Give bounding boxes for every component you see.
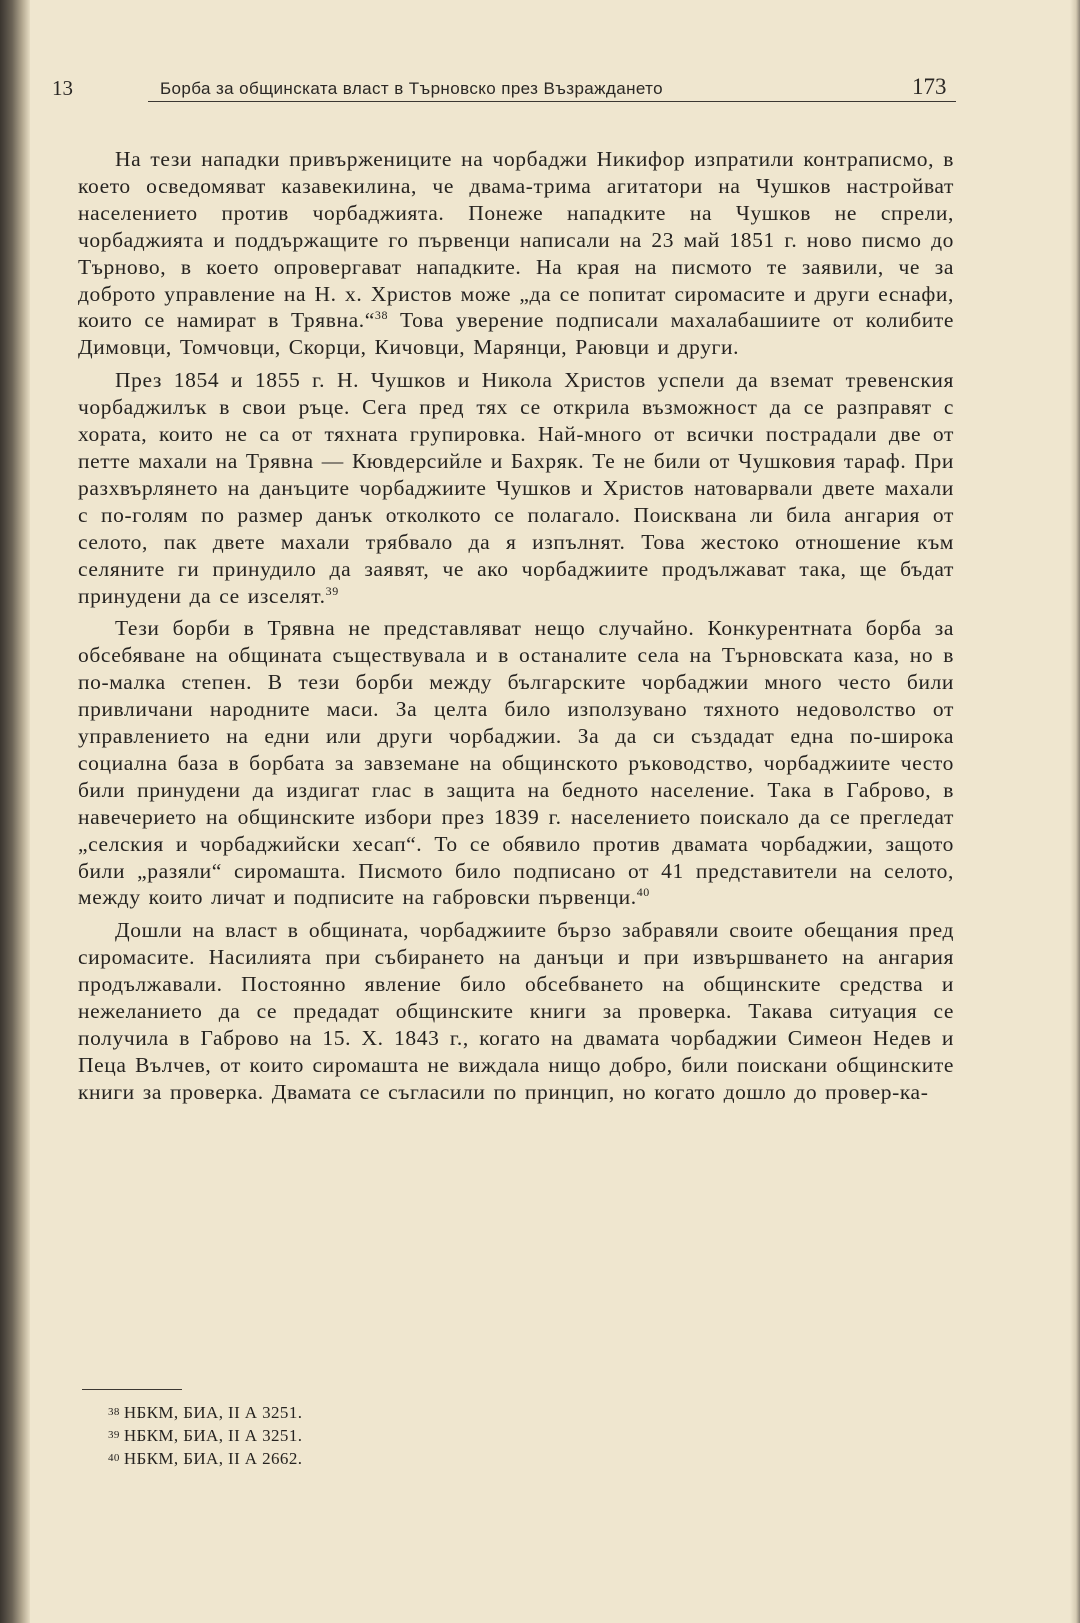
running-title: Борба за общинската власт в Търновско през Възраждането bbox=[160, 79, 664, 98]
page-header bbox=[52, 70, 957, 104]
page-number: 173 bbox=[912, 74, 947, 99]
footnote-38 bbox=[108, 1401, 302, 1424]
footnote-number: 38 bbox=[108, 1406, 120, 1418]
footnote-ref-39: 39 bbox=[325, 583, 339, 598]
paragraph-1-text-a: На тези нападки привържениците на чорбаджи Никифор изпратили контраписмо, в което осведомяват казавекилина, че двама-трима агитатори на Чушков настройват населението против чорбаджията. Понеже нападките на Чушков не спрели, чорбаджията и поддържащите го първенци написали на 23 май 1851 г. ново писмо до Търново, в което опровергават нападките. На края на писмото те заявили, че за доброто управление на Н. х. Христов може „да се попитат сиромасите и други еснафи, които се намират в Трявна.“ bbox=[78, 147, 954, 333]
footnote-text: НБКМ, БИА, II А 3251. bbox=[123, 1426, 303, 1445]
footnote-ref-38: 38 bbox=[374, 308, 389, 323]
footnote-ref-40: 40 bbox=[636, 885, 650, 900]
paragraph-3 bbox=[78, 615, 954, 911]
page-edge-shadow bbox=[1070, 0, 1080, 1623]
footnote-40 bbox=[108, 1447, 302, 1470]
main-text bbox=[78, 146, 954, 1112]
footnote-39 bbox=[108, 1424, 302, 1447]
paragraph-2 bbox=[78, 367, 954, 609]
paragraph-3-text: Тези борби в Трявна не представляват нещо случайно. Конкурентната борба за обсебяване на общината съществувала и в останалите села на Търновската каза, но в по-малка степен. В тези борби между българските чорбаджии много често били привличани народните маси. За целта било използувано тяхното недоволство от управлението на едни или други чорбаджии. За да си създадат една по-широка социална база в борбата за завземане на общинското ръководство, чорбаджиите често били принудени да издигат глас в защита на бедното население. Така в Габрово, в навечерието на общинските избори през 1839 г. населението поискало да се прегледат „селския и чорбаджийски хесап“. То се обявило против двамата чорбаджии, защото били „разяли“ сиромашта. Писмото било подписано от 41 представители на селото, между които личат и подписите на габровски първенци. bbox=[78, 616, 954, 910]
footnotes bbox=[108, 1401, 302, 1470]
footnote-number: 40 bbox=[108, 1452, 120, 1464]
paragraph-4-text: Дошли на власт в общината, чорбаджиите бързо забравяли своите обещания пред сиромасите. Насилията при събирането на данъци и при извършването на ангария продължавали. Постоянно явление било обсебването на общинските средства и нежеланието да се предадат общинските книги за проверка. Такава ситуация се получила в Габрово на 15. X. 1843 г., когато на двамата чорбаджии Симеон Недев и Пеца Вълчев, от които сиромашта не виждала нищо добро, били поискани общинските книги за проверка. Двамата се съгласили по принцип, но когато дошло до провер-ка- bbox=[78, 918, 954, 1104]
folio-left: 13 bbox=[52, 76, 73, 100]
footnote-rule bbox=[82, 1389, 182, 1390]
footnote-text: НБКМ, БИА, II А 3251. bbox=[123, 1403, 303, 1422]
paragraph-1 bbox=[78, 146, 954, 361]
paragraph-2-text: През 1854 и 1855 г. Н. Чушков и Никола Христов успели да вземат тревенския чорбаджилък в свои ръце. Сега пред тях се открила възможност да се разправят с хората, които не са от тяхната групировка. Най-много от всички пострадали две от петте махали на Трявна — Кювдерсийле и Бахряк. Те не били от Чушковия тараф. При разхвърлянето на данъците чорбаджиите Чушков и Христов натоварвали двете махали с по-голям по размер данък отколкото се полагало. Поисквана ли била ангария от селото, пак двете махали трябвало да я изпълнят. Това жестоко отношение към селяните ги принудило да заявят, че ако чорбаджиите продължават така, ще бъдат принудени да се изселят. bbox=[78, 368, 954, 608]
footnote-number: 39 bbox=[108, 1429, 120, 1441]
book-spine-shadow bbox=[0, 0, 30, 1623]
header-rule bbox=[148, 101, 956, 102]
paragraph-4 bbox=[78, 917, 954, 1105]
footnote-text: НБКМ, БИА, II А 2662. bbox=[123, 1449, 303, 1468]
paragraph-1-text-b: Това уверение подписали махалабашиите от колибите Димовци, Томчовци, Скорци, Кичовци, Марянци, Раювци и други. bbox=[78, 308, 954, 360]
